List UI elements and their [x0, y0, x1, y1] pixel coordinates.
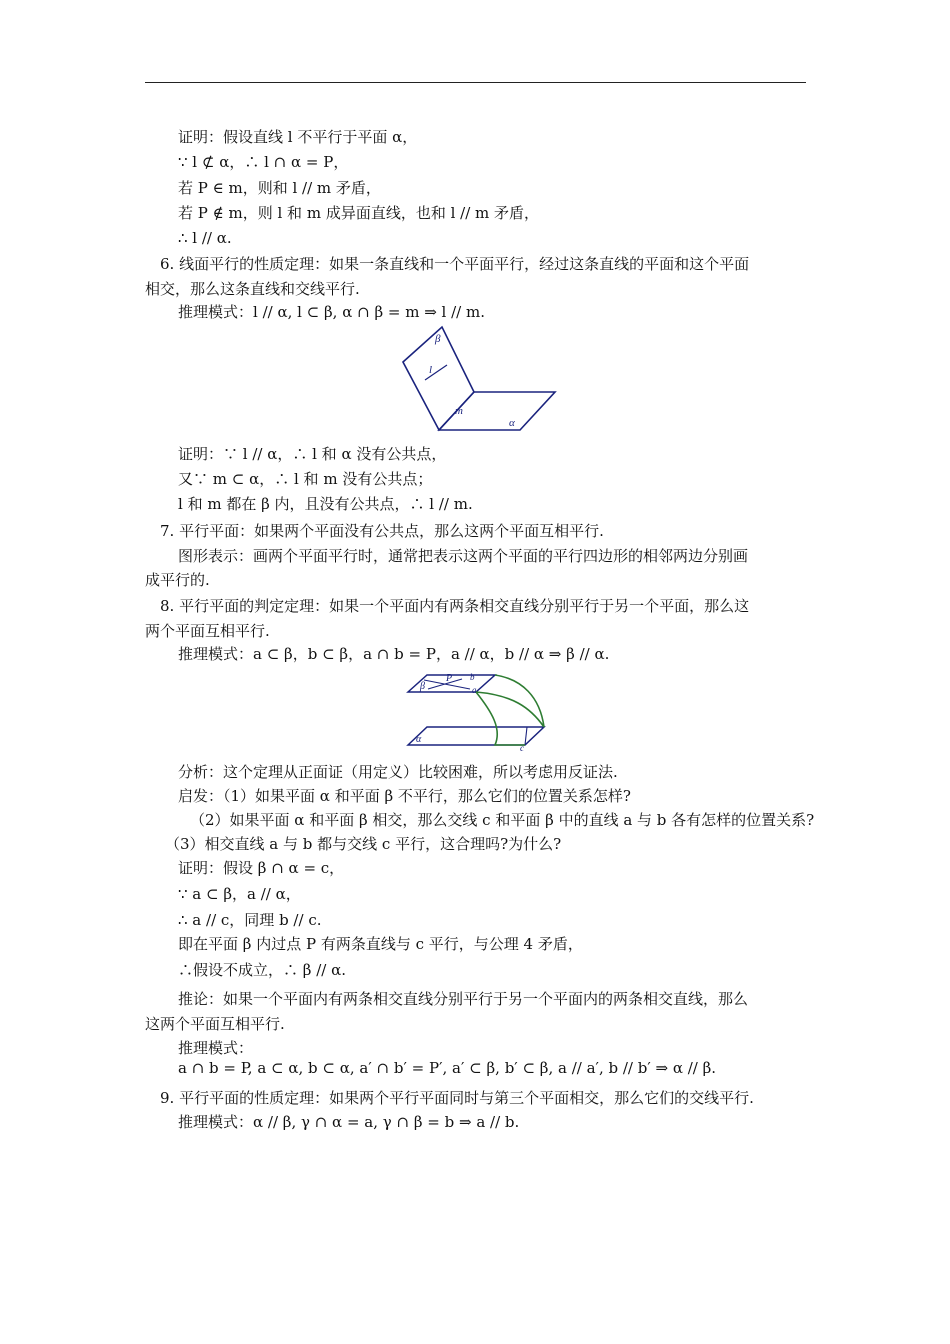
text-line-l07: 相交，那么这条直线和交线平行.	[145, 280, 360, 298]
label-beta: β	[420, 681, 425, 692]
label-l: l	[429, 364, 433, 376]
label-a: a	[472, 685, 477, 695]
header-rule	[145, 82, 806, 83]
figure-line-plane-parallel	[395, 322, 565, 437]
text-line-l09: 证明：∵ l // α，∴ l 和 α 没有公共点，	[178, 445, 447, 463]
text-line-l32: 推理模式：α // β, γ ∩ α = a, γ ∩ β = b ⇒ a // b.	[178, 1113, 520, 1131]
text-line-l29: 推理模式：	[178, 1039, 254, 1057]
text-line-l20: （2）如果平面 α 和平面 β 相交，那么交线 c 和平面 β 中的直线 a 与 b 各有怎样的位置关系?	[190, 811, 815, 829]
text-line-l05: ∴ l // α.	[178, 229, 232, 247]
plane-gamma	[476, 675, 544, 745]
text-line-l23: ∵ a ⊂ β，a // α，	[178, 885, 301, 903]
text-line-l03: 若 P ∈ m，则和 l // m 矛盾，	[178, 179, 381, 197]
text-line-l11: l 和 m 都在 β 内，且没有公共点，∴ l // m.	[178, 495, 473, 513]
label-alpha: α	[416, 734, 422, 745]
text-line-l02: ∵ l ⊄ α，∴ l ∩ α = P，	[178, 153, 349, 171]
text-line-l01: 证明：假设直线 l 不平行于平面 α，	[178, 128, 418, 146]
label-c: c	[520, 743, 524, 752]
label-b: b	[470, 672, 475, 682]
text-line-l13: 图形表示：画两个平面平行时，通常把表示这两个平面的平行四边形的相邻两边分别画	[178, 547, 749, 565]
text-line-l14: 成平行的.	[145, 571, 210, 589]
label-m: m	[455, 405, 463, 417]
text-line-l24: ∴ a // c，同理 b // c.	[178, 911, 322, 929]
text-line-l17: 推理模式：a ⊂ β，b ⊂ β，a ∩ b = P，a // α，b // α ⇒ β // α.	[178, 645, 610, 663]
text-line-l12: 7. 平行平面：如果两个平面没有公共点，那么这两个平面互相平行.	[160, 522, 604, 540]
text-line-l10: 又∵ m ⊂ α，∴ l 和 m 没有公共点；	[178, 470, 433, 488]
text-line-l21: （3）相交直线 a 与 b 都与交线 c 平行，这合理吗?为什么?	[165, 835, 562, 853]
text-line-l06: 6. 线面平行的性质定理：如果一条直线和一个平面平行，经过这条直线的平面和这个平面	[160, 255, 750, 273]
label-alpha: α	[509, 417, 515, 429]
text-line-l31: 9. 平行平面的性质定理：如果两个平行平面同时与第三个平面相交，那么它们的交线平行.	[160, 1089, 754, 1107]
text-line-l26: ∴假设不成立，∴ β // α.	[178, 961, 346, 979]
text-line-l16: 两个平面互相平行.	[145, 622, 270, 640]
figure-parallel-planes	[402, 667, 552, 752]
text-line-l30: a ∩ b = P, a ⊂ α, b ⊂ α, a′ ∩ b′ = P′, a′ ⊂ β, b′ ⊂ β, a // a′, b // b′ ⇒ α // β.	[178, 1059, 717, 1077]
text-line-l25: 即在平面 β 内过点 P 有两条直线与 c 平行，与公理 4 矛盾，	[178, 935, 583, 953]
text-line-l08: 推理模式：l // α, l ⊂ β, α ∩ β = m ⇒ l // m.	[178, 303, 485, 321]
label-P: P	[446, 673, 453, 684]
text-line-l18: 分析：这个定理从正面证（用定义）比较困难，所以考虑用反证法.	[178, 763, 618, 781]
label-beta: β	[435, 333, 441, 345]
text-line-l22: 证明：假设 β ∩ α = c，	[178, 859, 345, 877]
text-line-l15: 8. 平行平面的判定定理：如果一个平面内有两条相交直线分别平行于另一个平面，那么这	[160, 597, 750, 615]
text-line-l19: 启发：（1）如果平面 α 和平面 β 不平行，那么它们的位置关系怎样?	[178, 787, 631, 805]
line-c	[525, 727, 527, 745]
text-line-l04: 若 P ∉ m，则 l 和 m 成异面直线，也和 l // m 矛盾，	[178, 204, 540, 222]
line-b	[428, 679, 462, 689]
text-line-l28: 这两个平面互相平行.	[145, 1015, 285, 1033]
text-line-l27: 推论：如果一个平面内有两条相交直线分别平行于另一个平面内的两条相交直线，那么	[178, 990, 749, 1008]
